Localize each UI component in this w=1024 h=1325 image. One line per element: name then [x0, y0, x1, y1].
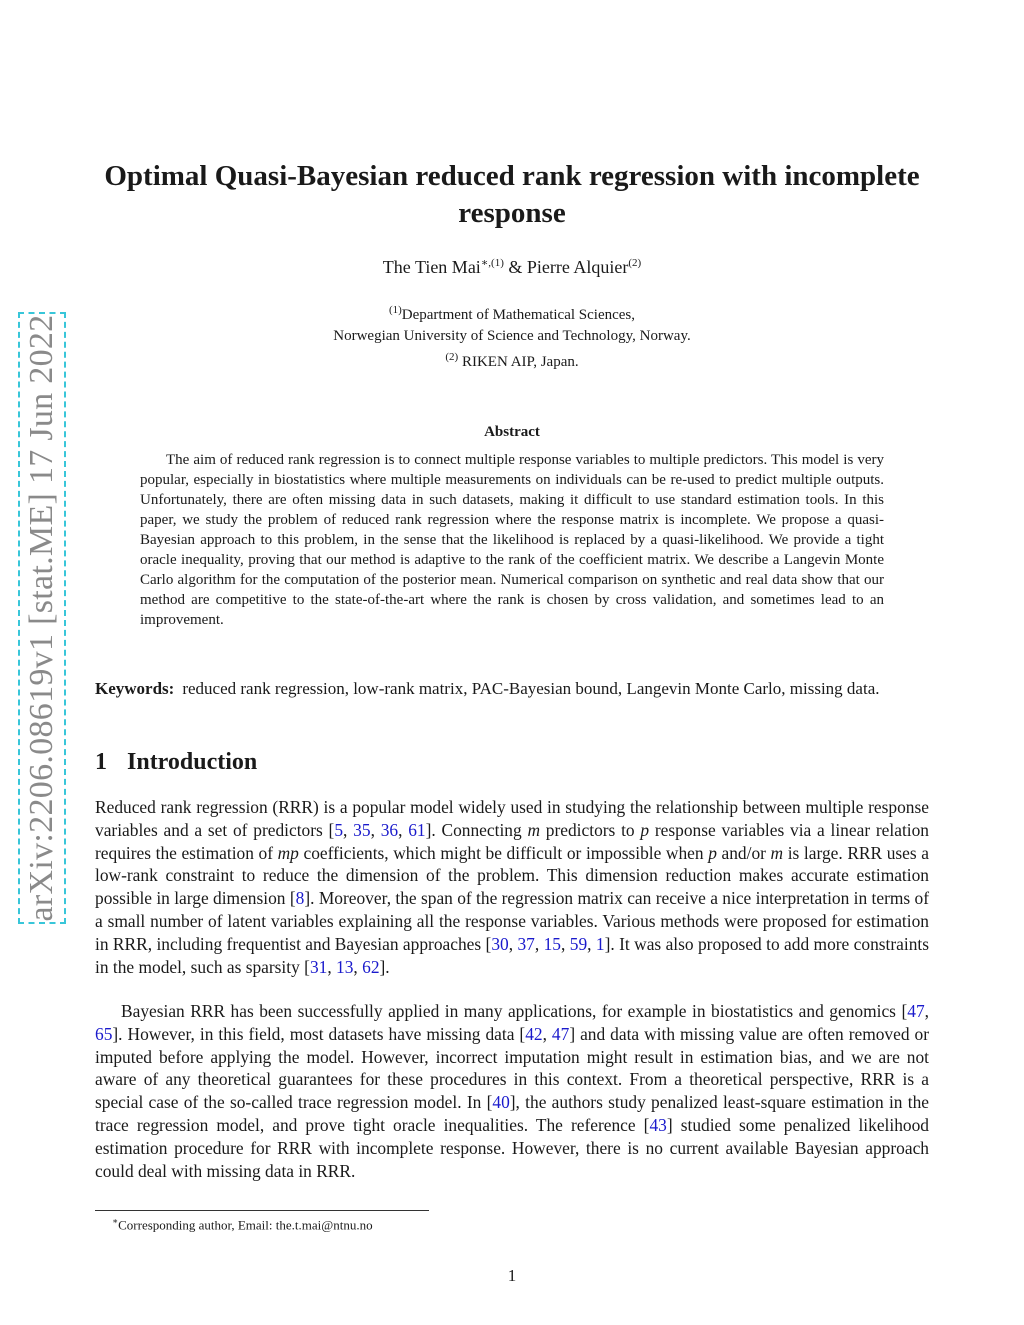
affiliation-line: $^{(1)}$Department of Mathematical Sciences, [388, 304, 636, 323]
abstract-text: The aim of reduced rank regression is to connect multiple response variables to multiple predictors. This model is very popular, especially in biostatistics where multiple measurements on individuals can be re-used to predict multiple outputs. Unfortunately, there are often missing data in such datasets, making it difficult to use standard estimation tools. In this paper, we study the problem of reduced rank regression where the response matrix is incomplete. We propose a quasi-Bayesian approach to this problem, in the sense that the likelihood is replaced by a quasi-likelihood. We provide a tight oracle inequality, proving that our method is adaptive to the rank of the coefficient matrix. We describe a Langevin Monte Carlo algorithm for the computation of the posterior mean. Numerical comparison on synthetic and real data show that our method are competitive to the state-of-the-art where the rank is chosen by cross validation, and sometimes lead to an improvement. [140, 452, 884, 628]
citation-link[interactable]: 15 [543, 933, 561, 954]
keywords-label: Keywords: [95, 679, 175, 698]
citation-link[interactable]: 61 [408, 819, 426, 840]
citation-link[interactable]: 30 [491, 933, 509, 954]
affiliations [0, 300, 1024, 373]
affiliation-line: Norwegian University of Science and Technology, Norway. [333, 328, 691, 344]
citation-link[interactable]: 59 [569, 933, 588, 954]
citation-link[interactable]: 47 [551, 1023, 570, 1044]
citation-link[interactable]: 8 [295, 888, 305, 909]
citation-link[interactable]: 47 [907, 1001, 925, 1021]
affiliation-mark: (1) [388, 304, 402, 316]
paper-title: Optimal Quasi-Bayesian reduced rank regression with incomplete response [104, 160, 920, 229]
page-number: 1 [507, 1266, 517, 1285]
citation-link[interactable]: 62 [362, 956, 380, 977]
citation-link[interactable]: 1 [595, 933, 605, 954]
keywords-text: reduced rank regression, low-rank matrix, PAC-Bayesian bound, Langevin Monte Carlo, missing data. [182, 679, 880, 698]
arxiv-stamp [18, 312, 66, 924]
footnote-rule [95, 1210, 429, 1211]
citation-link[interactable]: 42 [525, 1023, 543, 1044]
citation-link[interactable]: 37 [517, 933, 535, 954]
section-number: 1 [95, 749, 107, 775]
intro-paragraph-1: Reduced rank regression (RRR) is a popular model widely used in studying the relationship between multiple response variables and a set of predictors [5, 35, 36, 61]. Connecting m predictors to p response variables via a linear relation requires the estimation of mp coefficients, which might be difficult or impossible when p and/or m is large. RRR uses a low-rank constraint to reduce the dimension of the problem. This dimension reduction makes accurate estimation possible in large dimension [8]. Moreover, the span of the regression matrix can receive a nice interpretation in terms of a small number of latent variables explaining all the response variables. Various methods were proposed for estimation in RRR, including frequentist and Bayesian approaches [30, 37, 15, 59, 1]. It was also proposed to add more constraints in the model, such as sparsity [31, 13, 62]. [95, 797, 930, 977]
citation-link[interactable]: 65 [95, 1023, 113, 1044]
citation-link[interactable]: 5 [334, 819, 344, 840]
author-line [0, 256, 1024, 278]
author-separator: & [503, 257, 527, 277]
affiliation-line: $^{(2)}$ RIKEN AIP, Japan. [445, 351, 579, 370]
footnote [112, 1216, 373, 1233]
author-name: Pierre Alquier [526, 257, 629, 277]
footnote-text: Corresponding author, Email: the.t.mai@ntnu.no [118, 1217, 373, 1233]
footnote-mark: ∗ [112, 1216, 119, 1226]
citation-link[interactable]: 36 [380, 819, 399, 840]
citation-link[interactable]: 35 [353, 819, 371, 840]
author-name: The Tien Mai [382, 257, 481, 277]
affiliation-mark: (2) [445, 351, 459, 363]
citation-link[interactable]: 13 [336, 956, 354, 977]
author-mark: (2) [628, 257, 642, 269]
section-heading [95, 749, 257, 776]
citation-link[interactable]: 43 [649, 1114, 667, 1135]
keywords [95, 677, 929, 700]
section-title: Introduction [127, 749, 258, 775]
abstract-heading: Abstract [484, 424, 540, 440]
citation-link[interactable]: 31 [309, 956, 328, 977]
arxiv-id: arXiv:2206.08619v1 [stat.ME] 17 Jun 2022 [23, 314, 60, 922]
intro-paragraph-2: Bayesian RRR has been successfully applied in many applications, for example in biostatistics and genomics [47, 65]. However, in this field, most datasets have missing data [42, 47] and data with missing value are often removed or imputed before applying the model. However, incorrect imputation might result in estimation bias, and we are not aware of any theoretical guarantees for these procedures in this context. From a theoretical perspective, RRR is a special case of the so-called trace regression model. In [40], the authors study penalized least-square estimation in the trace regression model, and prove tight oracle inequalities. The reference [43] studied some penalized likelihood estimation procedure for RRR with incomplete response. However, there is no current available Bayesian approach could deal with missing data in RRR. [95, 1001, 929, 1181]
citation-link[interactable]: 40 [492, 1092, 510, 1113]
author-mark: ∗,(1) [480, 257, 504, 269]
